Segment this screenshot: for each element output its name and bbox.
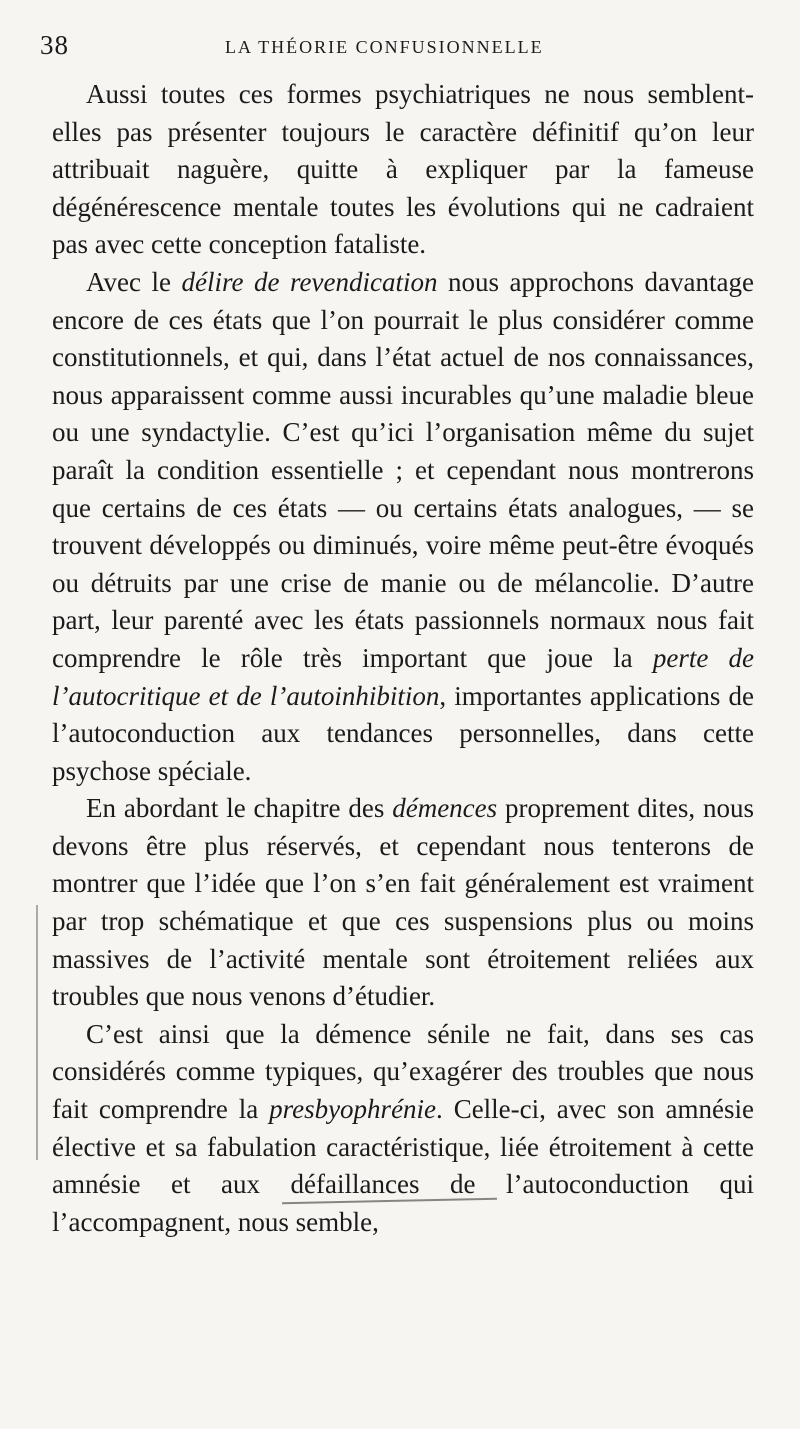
paragraph-4-text-2: . Celle-ci, avec son amnésie élective et sa fabulation caractéristique, liée étroitement à cette amnésie et aux défaillances de l’autoconduction qui l’accompagnent, nous semble, <box>52 1094 754 1237</box>
paragraph-4-text-1: C’est ainsi que la démence sénile ne fait, dans ses cas considérés comme typiques, qu’exagérer des troubles que nous fait comprendre la <box>52 1018 754 1125</box>
running-head: LA THÉORIE CONFUSIONNELLE <box>225 37 544 57</box>
paragraph-3-text-2: proprement dites, nous devons être plus réservés, et cependant nous tenterons de montrer que l’idée que l’on s’en fait généralement est vraiment par trop schématique et que ces suspensions plus ou moins massives de l’activité mentale sont étroitement reliées aux troubles que nous venons d’étudier. <box>52 793 754 1012</box>
paragraph-1: Aussi toutes ces formes psychiatriques ne nous semblent-elles pas présenter toujours le caractère définitif qu’on leur attribuait naguère, quitte à expliquer par la fameuse dégénérescence mentale toutes les évolutions qui ne cadraient pas avec cette conception fataliste. <box>52 79 754 260</box>
paragraph-2-text-1: Avec le <box>86 266 182 297</box>
paragraph-3 <box>52 790 754 1016</box>
paragraph-2-text-2: nous approchons davantage encore de ces états que l’on pourrait le plus considérer comme constitutionnels, et qui, dans l’état actuel de nos connaissances, nous apparaissent comme aussi incurables qu’une maladie bleue ou une syndactylie. C’est qu’ici l’organisation même du sujet paraît la condition essentielle ; et cependant nous montrerons que certains de ces états — ou certains états analogues, — se trouvent développés ou diminués, voire même peut-être évoqués ou détruits par une crise de manie ou de mélancolie. D’autre part, leur parenté avec les états passionnels normaux nous fait comprendre le rôle très important que joue la <box>52 266 754 673</box>
paragraph-3-italic-1: démences <box>392 793 498 824</box>
body-text <box>52 76 754 1241</box>
paragraph-3-text-1: En abordant le chapitre des <box>86 793 393 824</box>
paragraph-4-italic-1: presbyophrénie <box>269 1094 437 1125</box>
page-number: 38 <box>40 30 69 60</box>
paragraph-2 <box>52 264 754 790</box>
page-header <box>40 30 760 66</box>
margin-pencil-mark <box>36 905 38 1160</box>
paragraph-4 <box>52 1016 754 1242</box>
paragraph-2-italic-1: délire de revendication <box>181 266 438 297</box>
paragraph-2-text-3: , importantes applications de l’autoconduction aux tendances personnelles, dans cette psychose spéciale. <box>52 680 754 786</box>
paragraph-2-italic-2: perte de l’autocritique et de l’autoinhibition <box>52 642 754 711</box>
